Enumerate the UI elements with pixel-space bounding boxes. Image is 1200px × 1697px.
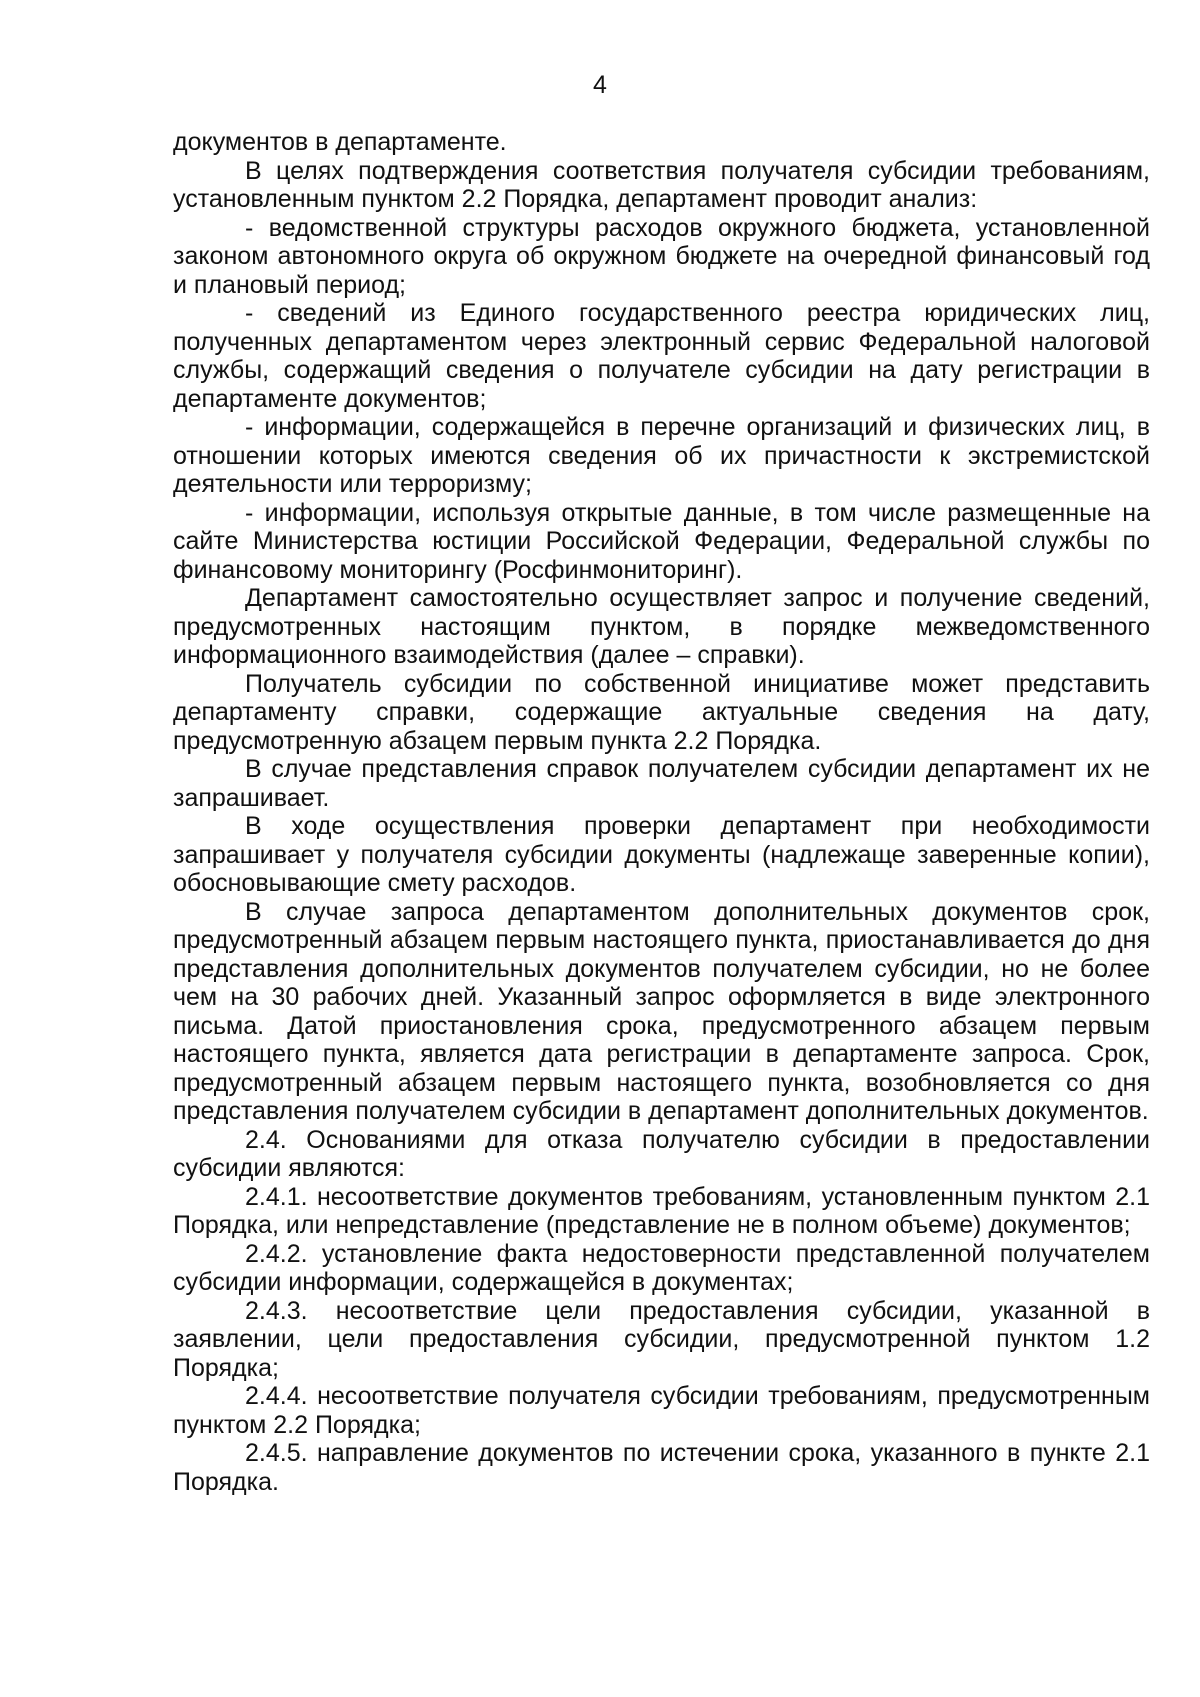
list-item: - сведений из Единого государственного реестра юридических лиц, полученных департаментом через электронный сервис Федеральной налоговой службы, содержащий сведения о получателе субсидии на дату регистрации в департаменте документов; <box>173 299 1150 413</box>
paragraph: Получатель субсидии по собственной инициативе может представить департаменту справки, содержащие актуальные сведения на дату, предусмотренную абзацем первым пункта 2.2 Порядка. <box>173 669 1150 755</box>
document-body <box>173 128 1150 1496</box>
paragraph: В целях подтверждения соответствия получателя субсидии требованиям, установленным пунктом 2.2 Порядка, департамент проводит анализ: <box>173 156 1150 213</box>
list-item: - информации, используя открытые данные, в том числе размещенные на сайте Министерства юстиции Российской Федерации, Федеральной службы по финансовому мониторингу (Росфинмониторинг). <box>173 498 1150 584</box>
numbered-item: 2.4.5. направление документов по истечении срока, указанного в пункте 2.1 Порядка. <box>173 1439 1150 1496</box>
paragraph: В случае представления справок получателем субсидии департамент их не запрашивает. <box>173 755 1150 812</box>
list-item: - ведомственной структуры расходов окружного бюджета, установленной законом автономного округа об окружном бюджете на очередной финансовый год и плановый период; <box>173 213 1150 299</box>
paragraph: Департамент самостоятельно осуществляет запрос и получение сведений, предусмотренных настоящим пунктом, в порядке межведомственного информационного взаимодействия (далее – справки). <box>173 584 1150 669</box>
paragraph: В ходе осуществления проверки департамент при необходимости запрашивает у получателя субсидии документы (надлежаще заверенные копии), обосновывающие смету расходов. <box>173 812 1150 897</box>
list-item: - информации, содержащейся в перечне организаций и физических лиц, в отношении которых имеются сведения об их причастности к экстремистской деятельности или терроризму; <box>173 413 1150 498</box>
section-heading-paragraph: 2.4. Основаниями для отказа получателю субсидии в предоставлении субсидии являются: <box>173 1125 1150 1182</box>
page-number: 4 <box>593 71 607 99</box>
numbered-item: 2.4.4. несоответствие получателя субсидии требованиям, предусмотренным пунктом 2.2 Порядка; <box>173 1382 1150 1439</box>
paragraph-continuation: документов в департаменте. <box>173 128 507 156</box>
numbered-item: 2.4.3. несоответствие цели предоставления субсидии, указанной в заявлении, цели предоставления субсидии, предусмотренной пунктом 1.2 Порядка; <box>173 1296 1150 1382</box>
numbered-item: 2.4.2. установление факта недостоверности представленной получателем субсидии информации, содержащейся в документах; <box>173 1239 1150 1296</box>
paragraph: В случае запроса департаментом дополнительных документов срок, предусмотренный абзацем первым настоящего пункта, приостанавливается до дня представления дополнительных документов получателем субсидии, но не более чем на 30 рабочих дней. Указанный запрос оформляется в виде электронного письма. Датой приостановления срока, предусмотренного абзацем первым настоящего пункта, является дата регистрации в департаменте запроса. Срок, предусмотренный абзацем первым настоящего пункта, возобновляется со дня представления получателем субсидии в департамент дополнительных документов. <box>173 897 1150 1125</box>
numbered-item: 2.4.1. несоответствие документов требованиям, установленным пунктом 2.1 Порядка, или непредставление (представление не в полном объеме) документов; <box>173 1182 1150 1239</box>
